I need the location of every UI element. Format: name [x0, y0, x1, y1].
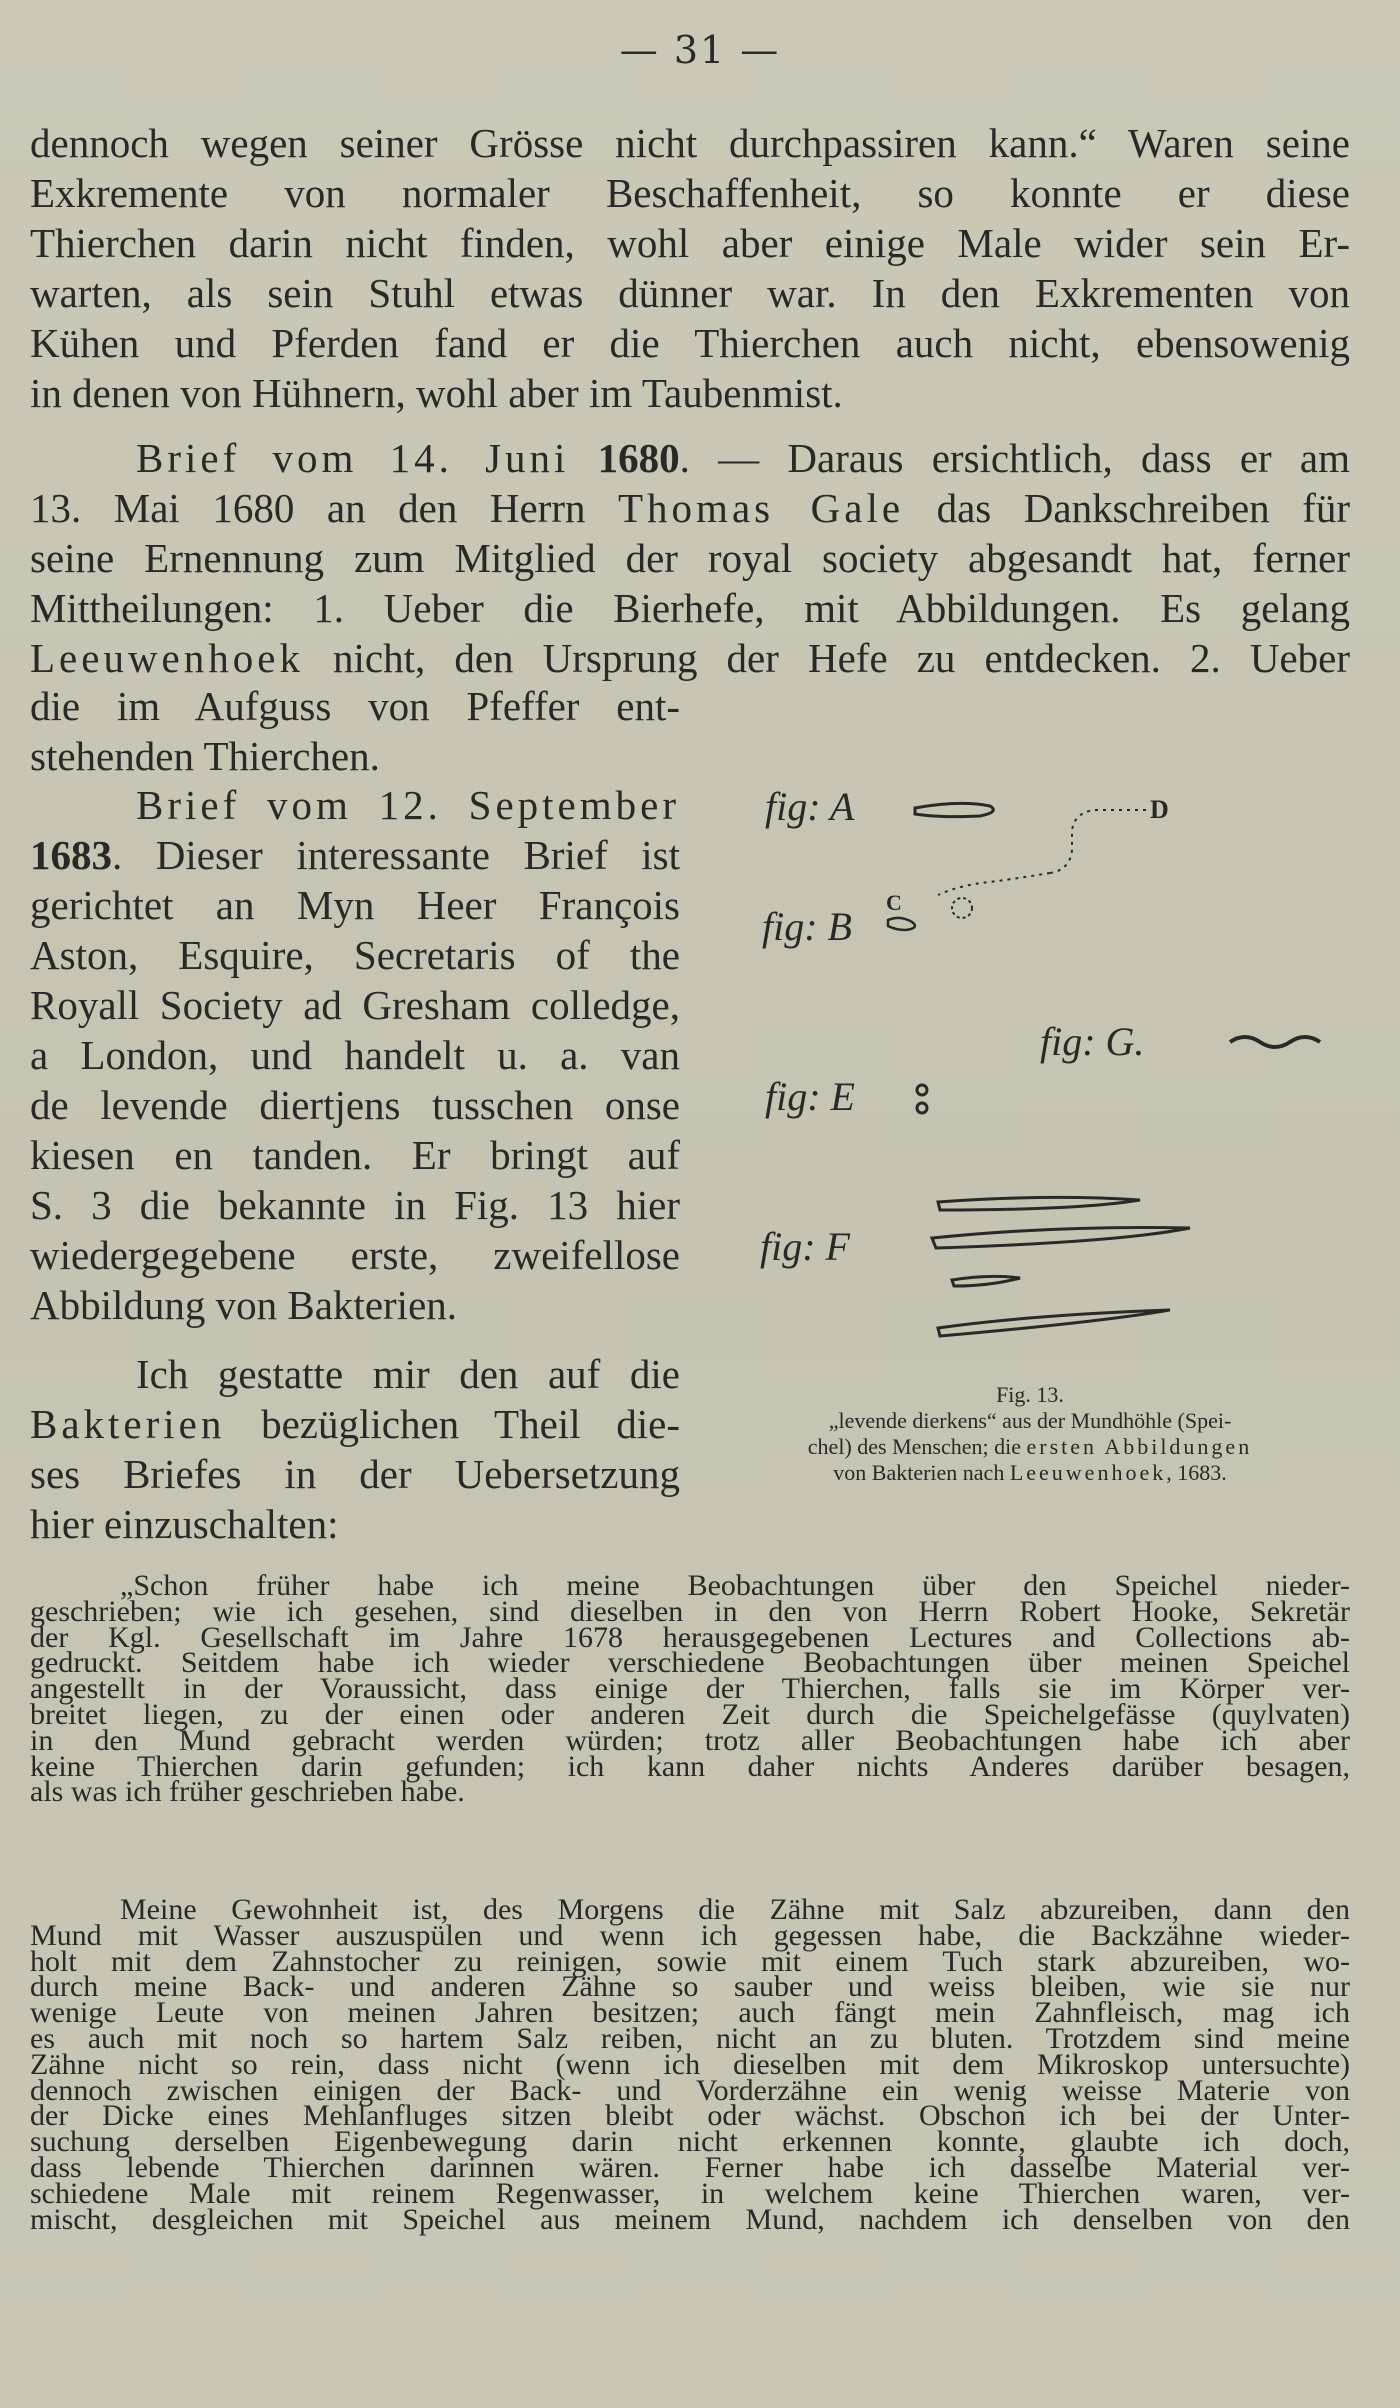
text-line: seine Ernennung zum Mitglied der royal society abgesandt hat, ferner: [30, 535, 1350, 581]
fig-b-label: fig: B: [762, 904, 852, 949]
text-line: der Kgl. Gesellschaft im Jahre 1678 herausgegebenen Lectures and Collections ab-: [30, 1620, 1350, 1654]
year: 1683: [30, 832, 112, 878]
caption-fragment: chel) des Menschen; die: [807, 1434, 1021, 1459]
text-line: suchung derselben Eigenbewegung darin nicht erkennen konnte, glaubte ich doch,: [30, 2125, 1350, 2159]
page-number: — 31 —: [619, 28, 781, 72]
text-line: Kühen und Pferden fand er die Thierchen auch nicht, ebensowenig: [30, 320, 1350, 366]
text-fragment: 13. Mai 1680 an den Herrn: [30, 485, 586, 531]
bacterium-f-rod: [932, 1227, 1190, 1248]
person-name: Thomas Gale: [618, 485, 905, 531]
text-line: holt mit dem Zahnstocher zu reinigen, sowie mit einem Tuch stark abzureiben, wo-: [30, 1944, 1350, 1978]
paragraph-2-continuation: [30, 681, 680, 781]
label-d: D: [1150, 795, 1169, 824]
text-line: Mund mit Wasser auszuspülen und wenn ich gegessen habe, die Backzähne wieder-: [30, 1918, 1350, 1952]
text-line: „Schon früher habe ich meine Beobachtungen über den Speichel nieder-: [120, 1569, 1350, 1602]
text-line: dass lebende Thierchen darinnen wären. Ferner habe ich dasselbe Material ver-: [30, 2150, 1350, 2184]
quoted-passage-2: [30, 1893, 1350, 2236]
text-line: in denen von Hühnern, wohl aber im Taubenmist.: [30, 370, 843, 416]
text-line: Zähne nicht so rein, dass nicht (wenn ich dieselben mit dem Mikroskop untersuchte): [30, 2047, 1350, 2081]
text-line: es auch mit noch so hartem Salz reiben, nicht an zu bluten. Trotzdem sind meine: [30, 2021, 1350, 2055]
text-line: Abbildung von Bakterien.: [30, 1282, 458, 1328]
fig-e-label: fig: E: [765, 1074, 855, 1119]
fig-g-label: fig: G.: [1040, 1019, 1145, 1064]
text-line: gerichtet an Myn Heer François: [30, 882, 680, 928]
text-fragment: . — Daraus ersichtlich, dass er am: [679, 435, 1350, 481]
text-fragment: nicht, den Ursprung der Hefe zu entdecken. 2. Ueber: [333, 635, 1350, 681]
text-line: wenige Leute von meinen Jahren besitzen; auch fängt mein Zahnfleisch, mag ich: [30, 1996, 1350, 2030]
bacterium-a-shape: [915, 803, 993, 816]
text-line: hier einzuschalten:: [30, 1501, 339, 1547]
text-line: Ich gestatte mir den auf die: [136, 1351, 680, 1397]
paragraph-2: [30, 433, 1350, 683]
text-line: warten, als sein Stuhl etwas dünner war. In den Exkrementen von: [30, 270, 1350, 316]
caption-fragment: Leeuwenhoek: [1009, 1460, 1167, 1485]
text-line: Aston, Esquire, Secretaris of the: [30, 932, 680, 978]
text-line: durch meine Back- und anderen Zähne so sauber und weiss bleiben, wie sie nur: [30, 1970, 1350, 2004]
caption-fragment: von Bakterien nach: [833, 1460, 1005, 1485]
caption-fragment: ersten Abbildungen: [1026, 1434, 1253, 1459]
fig-a-label: fig: A: [765, 784, 855, 829]
text-line: Meine Gewohnheit ist, des Morgens die Zähne mit Salz abzureiben, dann den: [120, 1893, 1350, 1926]
text-line: [30, 483, 1350, 533]
text-line: Exkremente von normaler Beschaffenheit, so konnte er diese: [30, 170, 1350, 216]
text-line: Royall Society ad Gresham colledge,: [30, 982, 680, 1028]
figure-caption: [700, 1382, 1360, 1486]
keyword: Bakterien: [30, 1401, 226, 1447]
motion-path-dotted: [938, 873, 1050, 895]
text-line: schiedene Male mit reinem Regenwasser, in welchem keine Thierchen waren, ver-: [30, 2176, 1350, 2210]
text-line: geschrieben; wie ich gesehen, sind dieselben in den von Herrn Robert Hooke, Sekretär: [30, 1594, 1350, 1628]
text-line: S. 3 die bekannte in Fig. 13 hier: [30, 1182, 680, 1228]
text-line: keine Thierchen darin gefunden; ich kann daher nichts Anderes darüber besagen,: [30, 1749, 1350, 1783]
paragraph-4: [30, 1349, 680, 1549]
bacterium-e-coccus: [917, 1103, 927, 1113]
text-line: wiedergegebene erste, zweifellose: [30, 1232, 680, 1278]
text-line: in den Mund gebracht werden würden; trotz aller Beobachtungen habe ich aber: [30, 1723, 1350, 1757]
bacterium-e-coccus: [917, 1085, 927, 1095]
bacterium-f-rod: [938, 1197, 1140, 1210]
text-line: [30, 633, 1350, 683]
bacterium-c-dotted-circle: [952, 898, 972, 918]
text-line: als was ich früher geschrieben habe.: [30, 1775, 465, 1809]
year: 1680: [597, 435, 680, 481]
letter-date: Brief vom 14. Juni: [136, 435, 570, 481]
text-line: ses Briefes in der Uebersetzung: [30, 1451, 680, 1497]
text-line: angestellt in der Voraussicht, dass einige der Thierchen, falls sie im Körper ver-: [30, 1672, 1350, 1706]
bacterium-g-spirillum: [1230, 1037, 1320, 1047]
text-fragment: bezüglichen Theil die-: [261, 1401, 680, 1447]
text-line: die im Aufguss von Pfeffer ent-: [30, 683, 680, 729]
text-line: Mittheilungen: 1. Ueber die Bierhefe, mit Abbildungen. Es gelang: [30, 585, 1350, 631]
text-line: [30, 780, 680, 830]
text-line: de levende diertjens tusschen onse: [30, 1082, 680, 1128]
label-c: C: [886, 890, 902, 915]
quoted-passage-1: [30, 1569, 1350, 1809]
text-line: [30, 433, 1350, 483]
paragraph-1: [30, 118, 1350, 418]
caption-line: [700, 1434, 1360, 1460]
caption-title: Fig. 13.: [996, 1382, 1064, 1407]
bacterium-f-rod: [938, 1310, 1170, 1336]
text-line: Thierchen darin nicht finden, wohl aber einige Male wider sein Er-: [30, 220, 1350, 266]
text-line: dennoch wegen seiner Grösse nicht durchpassiren kann.“ Waren seine: [30, 120, 1350, 166]
letter-date: Brief vom 12. September: [136, 782, 680, 828]
text-line: a London, und handelt u. a. van: [30, 1032, 680, 1078]
paragraph-3: [30, 780, 680, 1330]
fig-f-label: fig: F: [760, 1224, 850, 1269]
text-fragment: das Dankschreiben für: [936, 485, 1351, 531]
caption-line: „levende dierkens“ aus der Mundhöhle (Spei-: [828, 1408, 1232, 1433]
bacterium-b-shape: [888, 918, 915, 930]
text-line: der Dicke eines Mehlanfluges sitzen bleibt oder wächst. Obschon ich bei der Unter-: [30, 2099, 1350, 2133]
text-line: gedruckt. Seitdem habe ich wieder verschiedene Beobachtungen über meinen Speichel: [30, 1646, 1350, 1680]
text-fragment: . Dieser interessante Brief ist: [112, 832, 680, 878]
person-name: Leeuwenhoek: [30, 635, 304, 681]
text-line: kiesen en tanden. Er bringt auf: [30, 1132, 680, 1178]
figure-13-bacteria-drawing: [700, 770, 1380, 1450]
motion-path-dotted: [1050, 810, 1146, 873]
caption-line: [700, 1460, 1360, 1486]
bacterium-f-rod: [952, 1276, 1020, 1286]
text-line: [30, 830, 680, 880]
caption-fragment: , 1683.: [1166, 1460, 1227, 1485]
text-line: [30, 1399, 680, 1449]
text-line: dennoch zwischen einigen der Back- und Vorderzähne ein wenig weisse Materie von: [30, 2073, 1350, 2107]
text-line: breitet liegen, zu der einen oder anderen Zeit durch die Speichelgefässe (quylvaten): [30, 1697, 1350, 1731]
text-line: stehenden Thierchen.: [30, 733, 380, 779]
text-line: mischt, desgleichen mit Speichel aus meinem Mund, nachdem ich denselben von den: [30, 2202, 1350, 2236]
